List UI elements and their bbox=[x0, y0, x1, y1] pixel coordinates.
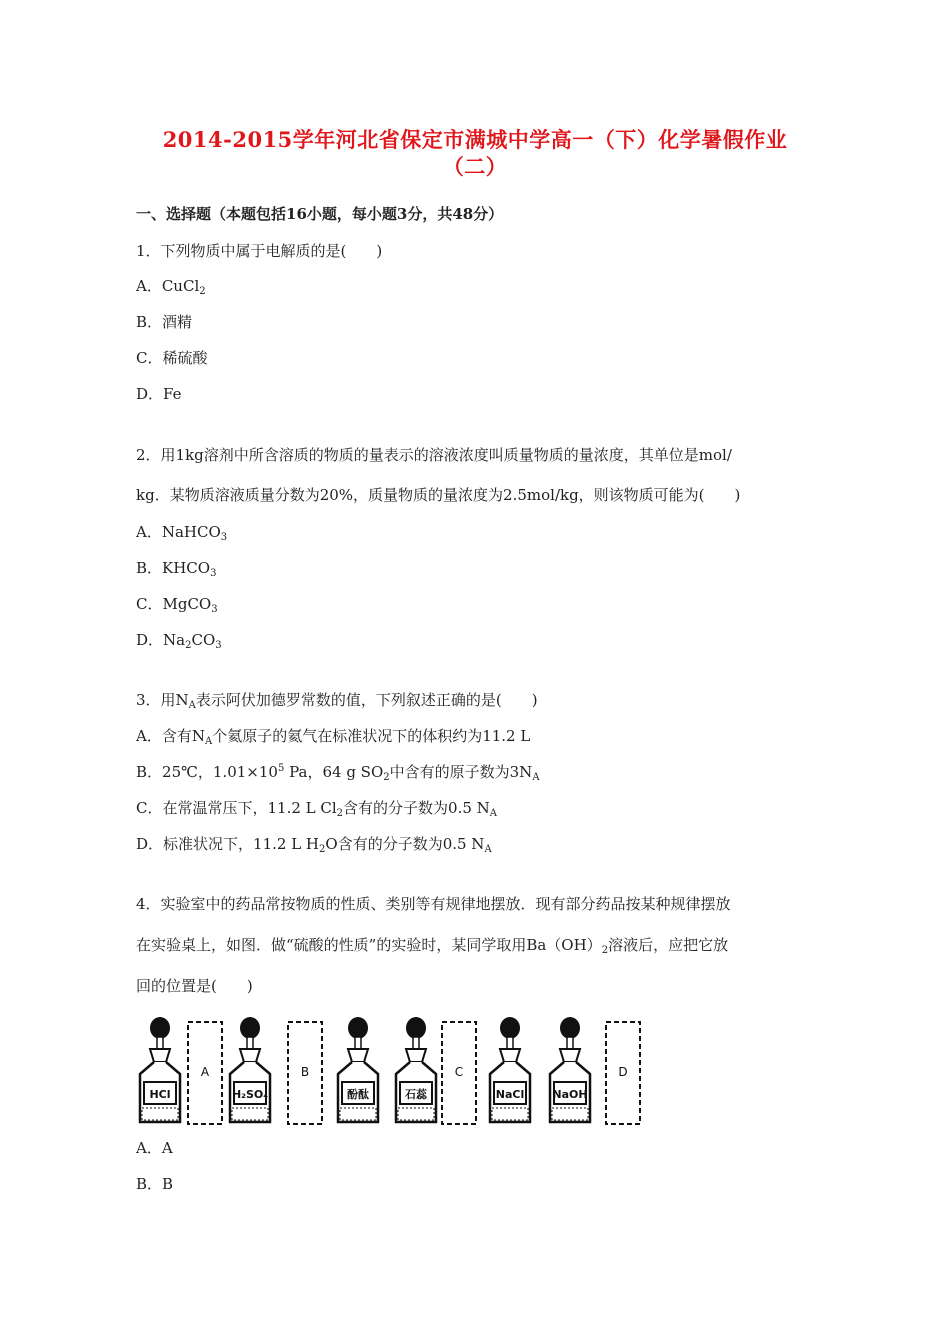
reagent-bottle bbox=[338, 1017, 378, 1122]
document-title: 2014-2015学年河北省保定市满城中学高一（下）化学暑假作业 bbox=[162, 127, 788, 152]
svg-text:石蕊: 石蕊 bbox=[405, 1088, 427, 1101]
q3-option-c: C．在常温常压下，11.2 L $Cl_2$含有的分子数为0.5 $N_A$ bbox=[136, 799, 498, 819]
reagent-bottle bbox=[490, 1017, 530, 1122]
q2-stem-line1: 2．用1kg溶剂中所含溶质的物质的量表示的溶液浓度叫质量物质的量浓度，其单位是mol/ bbox=[136, 446, 732, 464]
reagent-bottle bbox=[230, 1017, 270, 1122]
q4-stem-line2: 在实验桌上，如图．做“硫酸的性质”的实验时，某同学取用$Ba(OH)_2$溶液后，应把它放 bbox=[136, 936, 729, 956]
q3-stem: 3．用$N_A$表示阿伏加德罗常数的值，下列叙述正确的是( ) bbox=[136, 691, 538, 711]
q2-stem-line2: kg．某物质溶液质量分数为20%，质量物质的量浓度为2.5mol/kg，则该物质可能为( ) bbox=[136, 486, 741, 504]
svg-text:B: B bbox=[300, 1065, 310, 1079]
q2-option-d: D．$Na_2CO_3$ bbox=[136, 631, 222, 651]
position-slot-C bbox=[442, 1022, 476, 1124]
svg-text:H₂SO₄: H₂SO₄ bbox=[231, 1088, 269, 1101]
q2-option-c: C．MgCO$_3$ bbox=[136, 595, 218, 615]
position-slot-D bbox=[606, 1022, 640, 1124]
q1-option-d: D．Fe bbox=[136, 385, 182, 403]
q1-option-c: C．稀硫酸 bbox=[136, 349, 208, 367]
q2-option-a: A．NaHCO$_3$ bbox=[136, 523, 228, 543]
q4-stem-line3: 回的位置是( ) bbox=[136, 977, 253, 995]
svg-text:酚酞: 酚酞 bbox=[347, 1088, 369, 1101]
reagent-bottle bbox=[550, 1017, 590, 1122]
q4-stem-line1: 4．实验室中的药品常按物质的性质、类别等有规律地摆放．现有部分药品按某种规律摆放 bbox=[136, 895, 731, 913]
q4-option-a: A．A bbox=[136, 1139, 173, 1157]
reagent-shelf-figure bbox=[136, 1016, 656, 1128]
q3-option-a: A．含有$N_A$个氦原子的氦气在标准状况下的体积约为11.2 L bbox=[136, 727, 531, 747]
svg-text:D: D bbox=[618, 1065, 628, 1079]
position-slot-B bbox=[288, 1022, 322, 1124]
document-title-line2: （二） bbox=[442, 154, 508, 179]
svg-text:NaCl: NaCl bbox=[495, 1088, 525, 1101]
q1-option-a: A．CuCl$_2$ bbox=[136, 277, 206, 297]
q1-stem: 1．下列物质中属于电解质的是( ) bbox=[136, 242, 383, 260]
reagent-bottle bbox=[140, 1017, 180, 1122]
svg-text:HCl: HCl bbox=[149, 1088, 171, 1101]
section-heading: 一、选择题（本题包括16小题，每小题3分，共48分） bbox=[136, 205, 504, 223]
svg-text:A: A bbox=[200, 1065, 210, 1079]
reagent-bottle bbox=[396, 1017, 436, 1122]
q2-option-b: B．$KHCO_3$ bbox=[136, 559, 217, 579]
svg-text:C: C bbox=[454, 1065, 464, 1079]
q3-option-b: B．25℃，$1.01\times 10^5$ Pa，64 g $SO_2$中含有的原子数为$3N_A$ bbox=[136, 763, 540, 783]
q4-option-b: B．B bbox=[136, 1175, 174, 1193]
position-slot-A bbox=[188, 1022, 222, 1124]
q1-option-b: B．酒精 bbox=[136, 313, 193, 331]
q3-option-d: D．标准状况下，11.2 L $H_2O$含有的分子数为0.5 $N_A$ bbox=[136, 835, 492, 855]
svg-text:NaOH: NaOH bbox=[552, 1088, 588, 1101]
